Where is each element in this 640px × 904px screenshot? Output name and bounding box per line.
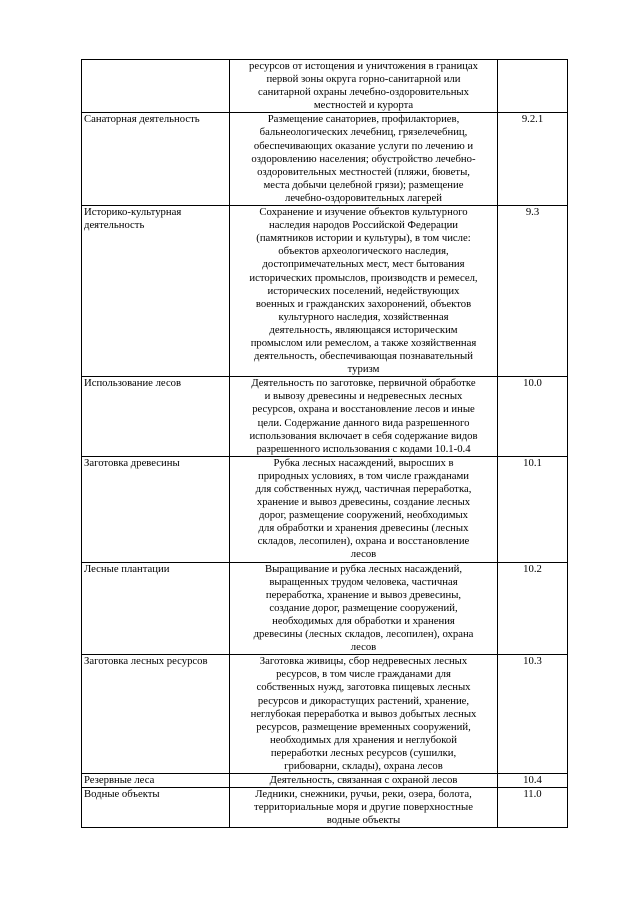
description-text: ресурсов, размещение временных сооружений, (256, 720, 471, 733)
table-row (82, 456, 568, 562)
classification-code-cell (498, 562, 568, 655)
description-text: дорог, размещение сооружений, необходимых (258, 509, 469, 522)
description-text: деятельность, являющаяся историческим (269, 323, 458, 336)
table-body (82, 60, 568, 828)
description-text: ресурсов, охрана и восстановление лесов и иные (252, 403, 475, 416)
description-text: Ледники, снежники, ручьи, реки, озера, болота, (255, 788, 472, 801)
description-text: водные объекты (326, 814, 401, 827)
table-row (82, 113, 568, 206)
classification-code-text: 10.3 (523, 655, 542, 668)
description-cell (230, 60, 498, 113)
description-text: для собственных нужд, частичная переработка, (255, 483, 472, 495)
table-row (82, 60, 568, 113)
description-text: Сохранение и изучение объектов культурного (259, 206, 468, 219)
description-text: и вывозу древесины и недревесных лесных (264, 390, 463, 403)
land-use-type-text: Лесные плантации (84, 562, 170, 575)
land-use-type-text: Заготовка древесины (84, 456, 180, 469)
table-row (82, 377, 568, 457)
description-text: переработки лесных ресурсов (сушилки, (270, 746, 457, 759)
land-use-type-text: Историко-культурная (84, 206, 182, 219)
land-use-type-cell (82, 655, 230, 774)
description-text: наследия народов Российской Федерации (268, 219, 459, 232)
land-use-type-cell (82, 774, 230, 788)
description-text: ресурсов от истощения и уничтожения в границах (249, 60, 478, 72)
classification-code-cell (498, 60, 568, 113)
land-use-type-text: Использование лесов (84, 377, 182, 390)
description-cell (230, 774, 498, 788)
classification-code-cell (498, 206, 568, 377)
description-cell (230, 788, 498, 828)
description-text: лесов (350, 641, 377, 654)
classification-code-cell (498, 113, 568, 206)
classification-code-text: 10.2 (523, 562, 542, 575)
land-use-type-cell (82, 113, 230, 206)
description-text: Деятельность по заготовке, первичной обработке (251, 377, 476, 390)
description-text: Выращивание и рубка лесных насаждений, (264, 562, 462, 575)
table-row (82, 562, 568, 655)
description-text: Рубка лесных насаждений, выросших в (273, 456, 454, 469)
land-use-type-cell (82, 60, 230, 113)
classification-code-text: 10.1 (523, 456, 542, 469)
description-text: для обработки и хранения древесины (лесных (258, 522, 469, 535)
description-text: переработка, хранение и вывоз древесины, (265, 588, 462, 601)
description-text: разрешенного использования с кодами 10.1-0.4 (256, 442, 471, 455)
description-text: деятельность, обеспечивающая познавательный (254, 350, 473, 363)
description-text: ресурсов и дикорастущих растений, хранение, (257, 694, 470, 707)
description-text: цели. Содержание данного вида разрешенного (257, 416, 470, 429)
description-text: хранение и вывоз древесины, создание лесных (256, 496, 471, 509)
description-text: бальнеологических лечебниц, грязелечебниц, (259, 126, 468, 139)
table-row (82, 774, 568, 788)
description-text: неглубокая переработка и вывоз добытых лесных (250, 707, 477, 720)
description-text: складов, лесопилен), охрана и восстановление (257, 535, 470, 548)
land-use-type-text: Заготовка лесных ресурсов (84, 655, 208, 668)
description-text: Размещение санаториев, профилакториев, (267, 113, 460, 126)
description-text: исторических поселений, недействующих (267, 284, 460, 297)
description-text: лечебно-оздоровительных лагерей (284, 191, 442, 204)
description-cell (230, 377, 498, 457)
classification-code-cell (498, 655, 568, 774)
classification-code-cell (498, 774, 568, 788)
table-row (82, 788, 568, 828)
description-text: местностей и курорта (313, 99, 414, 112)
description-text: Деятельность, связанная с охраной лесов (269, 774, 458, 787)
description-text: оздоровительных местностей (пляжи, бюветы, (257, 165, 470, 178)
land-use-type-cell (82, 562, 230, 655)
table-row (82, 206, 568, 377)
description-text: необходимых для обработки и хранения (272, 614, 455, 627)
description-cell (230, 562, 498, 655)
table-row (82, 655, 568, 774)
description-text: первой зоны округа горно-санитарной или (266, 73, 461, 86)
description-text: туризм (347, 363, 380, 376)
description-text: грибоварни, склады), охрана лесов (284, 759, 443, 772)
classification-code-cell (498, 788, 568, 828)
description-text: выращенных трудом человека, частичная (269, 575, 458, 588)
land-use-type-text: Водные объекты (84, 788, 160, 801)
classification-code-cell (498, 377, 568, 457)
description-text: ресурсов, в том числе гражданами для (276, 668, 451, 681)
land-use-type-cell (82, 377, 230, 457)
description-text: природных условиях, в том числе гражданами (257, 469, 470, 482)
land-use-type-cell (82, 456, 230, 562)
land-use-type-cell (82, 788, 230, 828)
land-use-type-text: Санаторная деятельность (84, 113, 200, 126)
description-cell (230, 206, 498, 377)
land-use-type-cell (82, 206, 230, 377)
classification-code-text: 10.4 (523, 774, 542, 787)
classification-code-text: 10.0 (523, 377, 542, 390)
description-text: древесины (лесных складов, лесопилен), охрана (253, 628, 474, 641)
classification-code-cell (498, 456, 568, 562)
description-text: (памятников истории и культуры), в том числе: (256, 232, 471, 245)
land-use-type-text: Резервные леса (84, 774, 155, 787)
description-text: оздоровлению населения; обустройство лечебно- (251, 152, 476, 165)
description-text: санитарной охраны лечебно-оздоровительных (258, 86, 469, 99)
description-text: лесов (350, 548, 377, 561)
land-use-type-text: деятельность (84, 219, 145, 232)
description-text: территориальные моря и другие поверхностные (254, 801, 473, 814)
description-text: культурного наследия, хозяйственная (278, 310, 449, 323)
classification-code-text: 9.3 (525, 206, 540, 219)
description-text: промыслом или ремеслом, а также хозяйственная (250, 336, 477, 349)
description-text: использования включает в себя содержание видов (249, 429, 478, 442)
description-cell (230, 655, 498, 774)
description-text: собственных нужд, заготовка пищевых лесных (256, 681, 471, 694)
description-text: объектов археологического наследия, (278, 245, 449, 258)
description-text: обеспечивающих оказание услуги по лечению и (253, 139, 474, 152)
description-cell (230, 456, 498, 562)
description-text: создание дорог, размещение сооружений, (269, 601, 458, 614)
description-text: необходимых для хранения и неглубокой (270, 733, 457, 746)
description-text: исторических промыслов, производств и ремесел, (249, 271, 478, 284)
classification-code-text: 11.0 (523, 788, 542, 801)
description-text: военных и гражданских захоронений, объектов (255, 297, 472, 310)
land-use-table (81, 59, 568, 828)
description-cell (230, 113, 498, 206)
description-text: места добычи целебной грязи); размещение (263, 178, 464, 191)
description-text: достопримечательных мест, мест бытования (262, 258, 465, 271)
description-text: Заготовка живицы, сбор недревесных лесных (259, 655, 468, 668)
classification-code-text: 9.2.1 (521, 113, 544, 126)
